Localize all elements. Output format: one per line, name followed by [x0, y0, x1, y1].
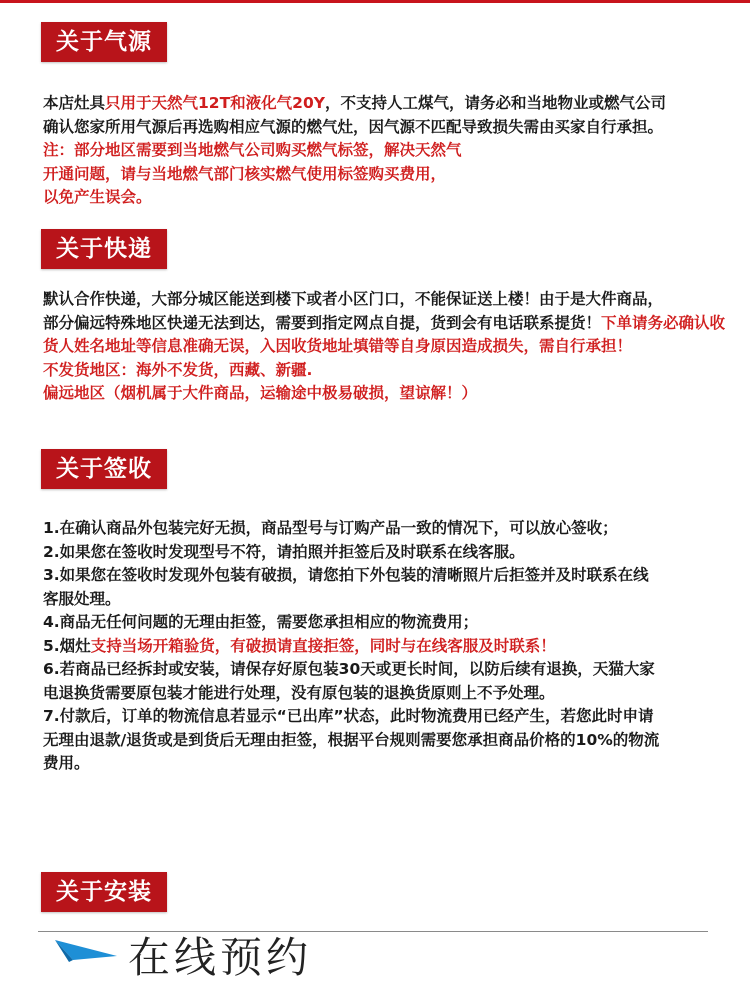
gas-text-1a: 本店灶具	[43, 94, 106, 112]
gas-note-1: 注：部分地区需要到当地燃气公司购买燃气标签，解决天然气	[43, 141, 462, 159]
gas-note-2: 开通问题，请与当地燃气部门核实燃气使用标签购买费用，	[43, 164, 447, 183]
delivery-line-1: 默认合作快递，大部分城区能送到楼下或者小区门口，不能保证送上楼！由于是大件商品，	[43, 290, 664, 308]
gas-note-3: 以免产生误会。	[43, 188, 152, 206]
signing-item-4: 4.商品无任何问题的无理由拒签，需要您承担相应的物流费用；	[43, 613, 479, 631]
paper-plane-icon	[55, 940, 117, 962]
install-subtitle: 在线预约	[128, 933, 313, 982]
signing-item-5	[43, 635, 728, 659]
signing-item-7b: 无理由退款/退货或是到货后无理由拒签，根据平台规则需要您承担商品价格的10%的物流	[43, 730, 660, 749]
signing-item-5-prefix: 5.烟灶	[43, 636, 91, 655]
signing-item-2: 2.如果您在签收时发现型号不符，请拍照并拒签后及时联系在线客服。	[43, 542, 525, 561]
gas-line-2: 确认您家所用气源后再选购相应气源的燃气灶，因气源不匹配导致损失需由买家自行承担。	[43, 117, 664, 136]
signing-item-7a: 7.付款后，订单的物流信息若显示“已出库”状态，此时物流费用已经产生，若您此时申请	[43, 707, 654, 725]
delivery-warning: 下单请务必确认收货人姓名地址等信息准确无误，入因收货地址填错等自身原因造成损失，需自行承担！	[43, 313, 726, 355]
signing-section-body	[43, 517, 728, 776]
top-rule	[0, 0, 750, 3]
signing-item-7c: 费用。	[43, 754, 90, 772]
delivery-line-2	[43, 312, 728, 359]
delivery-no-ship: 不发货地区：海外不发货，西藏、新疆.	[43, 360, 313, 379]
signing-item-1: 1.在确认商品外包装完好无损，商品型号与订购产品一致的情况下，可以放心签收；	[43, 519, 618, 537]
section-title-delivery: 关于快递	[41, 229, 167, 269]
section-title-gas: 关于气源	[41, 22, 167, 62]
signing-item-6b: 电退换货需要原包装才能进行处理，没有原包装的退换货原则上不予处理。	[43, 683, 555, 702]
delivery-section-body	[43, 288, 728, 406]
delivery-remote: 偏远地区（烟机属于大件商品，运输途中极易破损，望谅解！）	[43, 384, 478, 402]
gas-line-1	[43, 92, 728, 116]
signing-item-3a: 3.如果您在签收时发现外包装有破损，请您拍下外包装的清晰照片后拒签并及时联系在线	[43, 566, 649, 584]
signing-item-6a: 6.若商品已经拆封或安装，请保存好原包装30天或更长时间，以防后续有退换，天猫大家	[43, 660, 655, 678]
gas-section-body	[43, 92, 728, 210]
gas-highlight: 只用于天然气12T和液化气20Y	[105, 94, 325, 112]
section-title-install: 关于安装	[41, 872, 167, 912]
signing-item-5-highlight: 支持当场开箱验货，有破损请直接拒签，同时与在线客服及时联系！	[90, 636, 556, 655]
gas-text-1b: ，不支持人工煤气，请务必和当地物业或燃气公司	[324, 94, 666, 112]
delivery-text-2a: 部分偏远特殊地区快递无法到达，需要到指定网点自提，货到会有电话联系提货！	[43, 313, 602, 332]
signing-item-3b: 客服处理。	[43, 589, 121, 608]
section-title-signing: 关于签收	[41, 449, 167, 489]
